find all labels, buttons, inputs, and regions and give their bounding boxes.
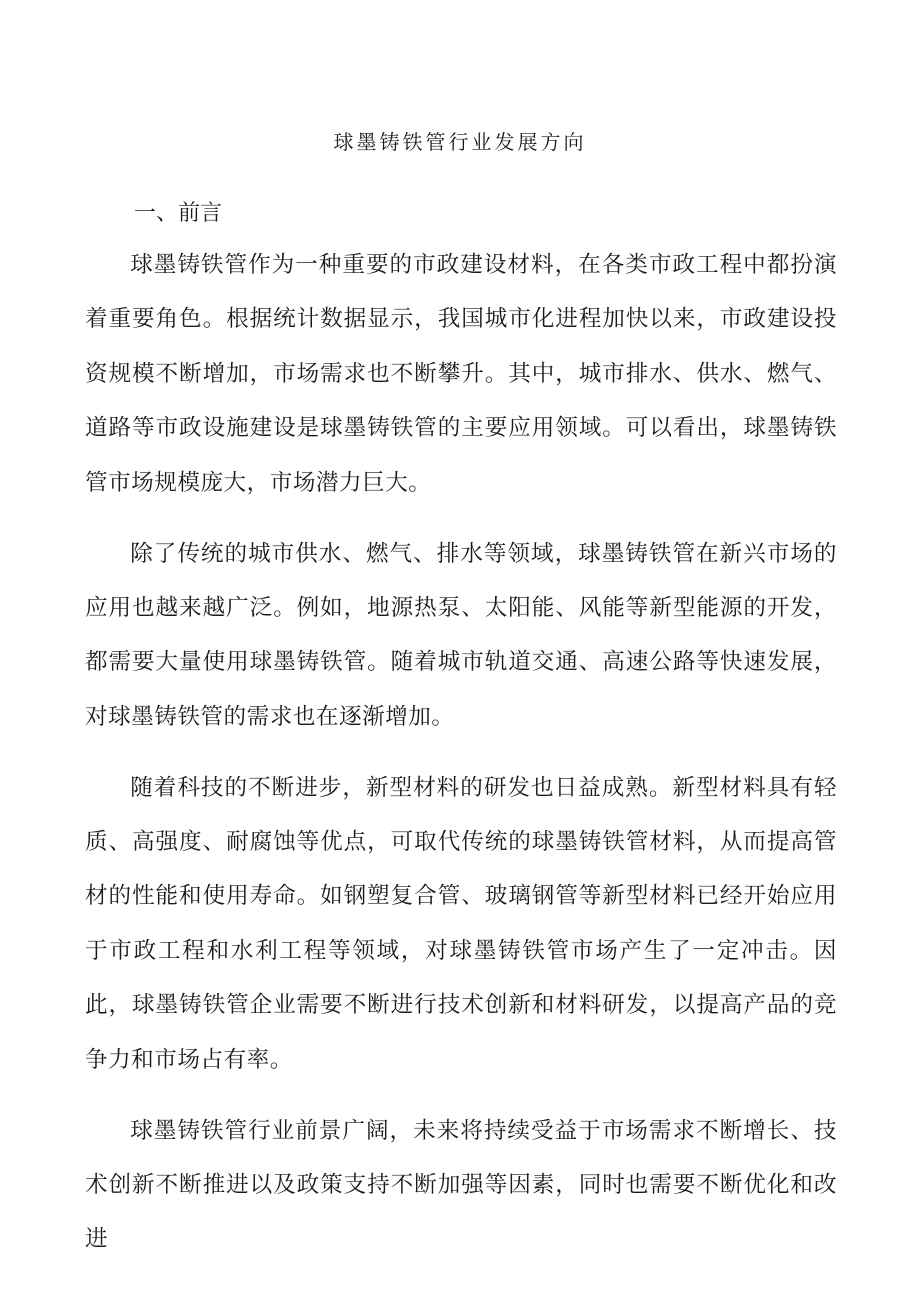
document-title: 球墨铸铁管行业发展方向 — [333, 130, 587, 154]
section-heading: 一、前言 — [134, 201, 223, 226]
paragraph-2: 除了传统的城市供水、燃气、排水等领域，球墨铸铁管在新兴市场的应用也越来越广泛。例如，地源热泵、太阳能、风能等新型能源的开发，都需要大量使用球墨铸铁管。随着城市轨道交通、高速公路等快速发展，对球墨铸铁管的需求也在逐渐增加。 — [85, 540, 837, 730]
paragraph-4: 球墨铸铁管行业前景广阔，未来将持续受益于市场需求不断增长、技术创新不断推进以及政策支持不断加强等因素，同时也需要不断优化和改进 — [85, 1117, 837, 1253]
paragraph-1: 球墨铸铁管作为一种重要的市政建设材料，在各类市政工程中都扮演着重要角色。根据统计数据显示，我国城市化进程加快以来，市政建设投资规模不断增加，市场需求也不断攀升。其中，城市排水、供水、燃气、道路等市政设施建设是球墨铸铁管的主要应用领域。可以看出，球墨铸铁管市场规模庞大，市场潜力巨大。 — [85, 252, 837, 496]
document-body — [85, 238, 837, 1283]
paragraph-3: 随着科技的不断进步，新型材料的研发也日益成熟。新型材料具有轻质、高强度、耐腐蚀等优点，可取代传统的球墨铸铁管材料，从而提高管材的性能和使用寿命。如钢塑复合管、玻璃钢管等新型材料已经开始应用于市政工程和水利工程等领域，对球墨铸铁管市场产生了一定冲击。因此，球墨铸铁管企业需要不断进行技术创新和材料研发，以提高产品的竞争力和市场占有率。 — [85, 774, 837, 1073]
